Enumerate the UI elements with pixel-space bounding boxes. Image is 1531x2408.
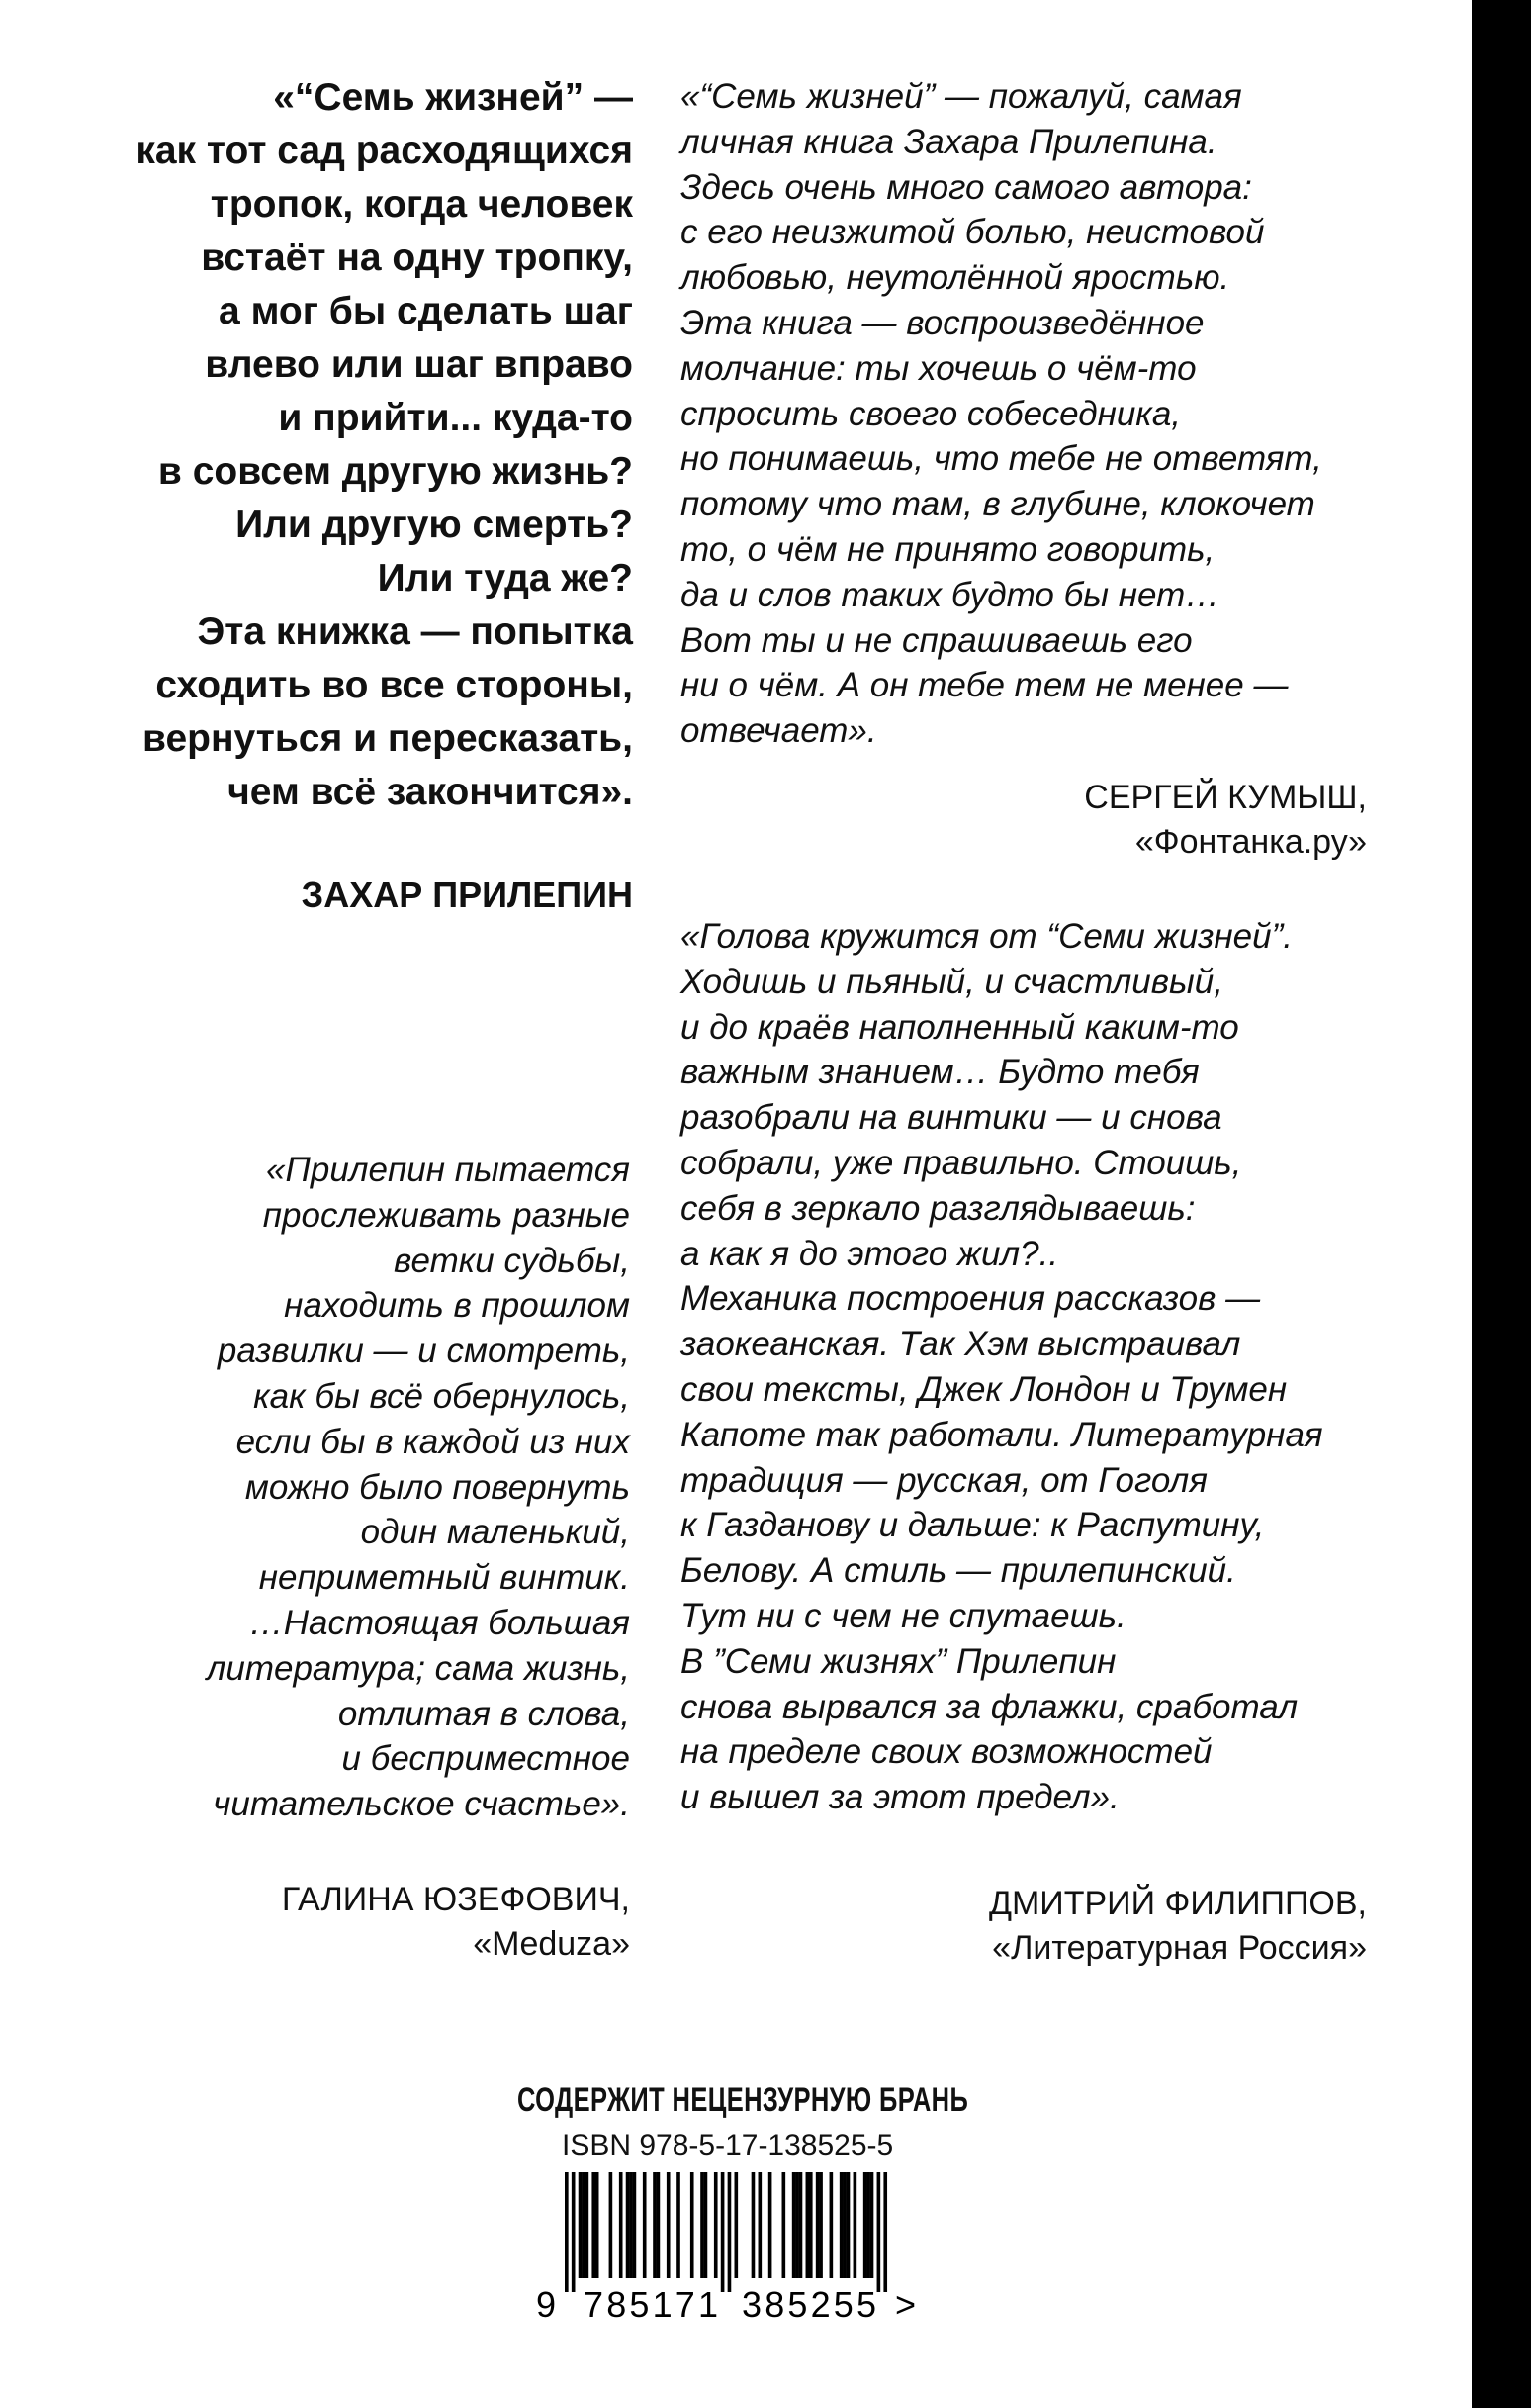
- content-warning: СОДЕРЖИТ НЕЦЕНЗУРНУЮ БРАНЬ: [517, 2082, 969, 2119]
- barcode-bar: [866, 2172, 870, 2278]
- text-line: В ”Семи жизнях” Прилепин: [680, 1641, 1117, 1681]
- text-line: потому что там, в глубине, клокочет: [680, 485, 1315, 524]
- text-line: молчание: ты хочешь о чём-то: [680, 348, 1197, 388]
- barcode-bar: [854, 2172, 857, 2278]
- text-line: отвечает».: [680, 711, 877, 751]
- barcode-bar: [840, 2172, 844, 2278]
- barcode-bar: [830, 2172, 834, 2278]
- barcode-bar: [792, 2172, 796, 2278]
- text-line: один маленький,: [360, 1513, 630, 1552]
- review-source: «Литературная Россия»: [992, 1929, 1367, 1967]
- text-line: Эта книга — воспроизведённое: [680, 303, 1205, 342]
- barcode-bar: [582, 2172, 585, 2278]
- book-spine-edge: [1472, 0, 1531, 2408]
- barcode-bar: [653, 2172, 657, 2278]
- barcode-first-digit: 9: [536, 2284, 557, 2325]
- barcode-bar: [591, 2172, 595, 2278]
- text-line: Белову. А стиль — прилепинский.: [680, 1551, 1236, 1591]
- text-line: Эта книжка — попытка: [197, 610, 633, 653]
- barcode-bar: [782, 2172, 786, 2278]
- text-line: как тот сад расходящихся: [135, 130, 633, 172]
- barcode-bar: [752, 2172, 756, 2278]
- review-yuzefovich-text: [207, 1148, 630, 1827]
- barcode-bar: [735, 2172, 739, 2278]
- text-line: «“Семь жизней” — пожалуй, самая: [680, 77, 1242, 116]
- text-line: в совсем другую жизнь?: [157, 450, 633, 493]
- review-filippov-credit: [989, 1882, 1367, 1971]
- barcode-bar: [843, 2172, 847, 2278]
- author-name: ЗАХАР ПРИЛЕПИН: [301, 875, 633, 915]
- barcode-bar: [667, 2172, 671, 2278]
- text-line: вернуться и пересказать,: [142, 717, 633, 760]
- text-line: Вот ты и не спрашиваешь его: [680, 620, 1193, 660]
- barcode-bar: [690, 2172, 694, 2278]
- barcode-bar: [643, 2172, 647, 2278]
- barcode-bar: [626, 2172, 630, 2278]
- text-line: можно было повернуть: [244, 1467, 630, 1507]
- review-kumysh-text: [680, 74, 1322, 754]
- review-source: «Meduza»: [473, 1925, 630, 1963]
- text-line: Капоте так работали. Литературная: [680, 1415, 1323, 1454]
- text-line: …Настоящая большая: [248, 1603, 630, 1642]
- barcode-bar: [883, 2172, 887, 2292]
- barcode-bar: [704, 2172, 708, 2278]
- text-line: важным знанием… Будто тебя: [680, 1053, 1200, 1092]
- barcode-bar: [877, 2172, 881, 2292]
- text-line: любовью, неутолённой яростью.: [680, 258, 1230, 298]
- barcode-bar: [819, 2172, 823, 2278]
- text-line: и бесприместное: [341, 1739, 630, 1779]
- text-line: если бы в каждой из них: [235, 1422, 630, 1461]
- text-line: литература; сама жизнь,: [206, 1648, 630, 1688]
- barcode-bar: [657, 2172, 661, 2278]
- text-line: неприметный винтик.: [258, 1558, 630, 1598]
- barcode: [524, 2167, 940, 2335]
- text-line: «Прилепин пытается: [266, 1151, 630, 1189]
- text-line: и до краёв наполненный каким-то: [680, 1007, 1239, 1047]
- barcode-bar: [565, 2172, 569, 2292]
- barcode-bar: [847, 2172, 851, 2278]
- barcode-bar: [795, 2172, 799, 2278]
- barcode-bar: [759, 2172, 763, 2278]
- isbn-label: ISBN 978-5-17-138525-5: [562, 2129, 894, 2162]
- barcode-bar: [816, 2172, 820, 2278]
- text-line: разобрали на винтики — и снова: [680, 1098, 1222, 1138]
- text-line: свои тексты, Джек Лондон и Трумен: [680, 1369, 1288, 1409]
- text-line: тропок, когда человек: [210, 183, 633, 226]
- text-line: да и слов таких будто бы нет…: [680, 575, 1220, 614]
- text-line: личная книга Захара Прилепина.: [680, 122, 1217, 161]
- barcode-bar: [579, 2172, 583, 2278]
- reviewer-name: ДМИТРИЙ ФИЛИППОВ,: [988, 1885, 1367, 1922]
- barcode-bar: [609, 2172, 613, 2278]
- barcode-bar: [629, 2172, 633, 2278]
- text-line: прослеживать разные: [262, 1195, 630, 1235]
- text-line: спросить своего собеседника,: [680, 394, 1182, 433]
- text-line: но понимаешь, что тебе не ответят,: [680, 439, 1322, 479]
- text-line: Тут ни с чем не спутаешь.: [680, 1596, 1126, 1635]
- text-line: и прийти... куда-то: [278, 397, 633, 439]
- barcode-bar: [870, 2172, 874, 2278]
- barcode-bar: [809, 2172, 813, 2278]
- reviewer-name: ГАЛИНА ЮЗЕФОВИЧ,: [281, 1881, 630, 1918]
- text-line: то, о чём не принято говорить,: [680, 529, 1216, 569]
- review-kumysh-credit: [1084, 776, 1367, 865]
- barcode-bar: [806, 2172, 810, 2278]
- text-line: собрали, уже правильно. Стоишь,: [680, 1143, 1242, 1182]
- text-line: Здесь очень много самого автора:: [680, 167, 1252, 207]
- text-line: читательское счастье».: [213, 1785, 630, 1824]
- text-line: Или туда же?: [377, 557, 633, 600]
- barcode-bar: [721, 2172, 725, 2292]
- text-line: влево или шаг вправо: [205, 343, 633, 386]
- text-line: с его неизжитой болью, неистовой: [680, 213, 1265, 252]
- text-line: на пределе своих возможностей: [680, 1732, 1213, 1772]
- text-line: сходить во все стороны,: [155, 664, 633, 706]
- barcode-bar: [799, 2172, 803, 2278]
- review-source: «Фонтанка.ру»: [1134, 823, 1367, 861]
- text-line: заокеанская. Так Хэм выстраивал: [680, 1325, 1241, 1364]
- barcode-bar: [619, 2172, 623, 2278]
- barcode-bar: [714, 2172, 718, 2278]
- text-line: Или другую смерть?: [235, 504, 633, 546]
- text-line: Ходишь и пьяный, и счастливый,: [680, 962, 1223, 1001]
- text-line: «“Семь жизней” —: [273, 76, 633, 119]
- text-line: как бы всё обернулось,: [253, 1376, 630, 1416]
- barcode-bar: [700, 2172, 704, 2278]
- barcode-bar: [585, 2172, 589, 2278]
- review-filippov-text: [680, 914, 1323, 1820]
- text-line: а мог бы сделать шаг: [219, 290, 633, 332]
- text-line: снова вырвался за флажки, сработал: [680, 1687, 1299, 1726]
- barcode-right-digits: 385255: [742, 2284, 876, 2325]
- barcode-bar: [768, 2172, 772, 2278]
- reviewer-name: СЕРГЕЙ КУМЫШ,: [1084, 779, 1367, 816]
- text-line: и вышел за этот предел».: [680, 1778, 1120, 1817]
- text-line: встаёт на одну тропку,: [201, 236, 633, 279]
- barcode-bar: [595, 2172, 599, 2278]
- text-line: себя в зеркало разглядываешь:: [680, 1188, 1196, 1228]
- text-line: развилки — и смотреть,: [217, 1332, 630, 1371]
- text-line: традиция — русская, от Гоголя: [680, 1460, 1208, 1500]
- text-line: к Газданову и дальше: к Распутину,: [680, 1506, 1265, 1545]
- barcode-left-digits: 785171: [584, 2284, 718, 2325]
- text-line: Механика построения рассказов —: [680, 1279, 1261, 1319]
- author-quote: [135, 71, 633, 819]
- text-line: находить в прошлом: [284, 1286, 630, 1326]
- barcode-bar: [863, 2172, 867, 2278]
- text-line: а как я до этого жил?..: [680, 1234, 1059, 1273]
- text-line: ветки судьбы,: [394, 1241, 630, 1280]
- review-yuzefovich-credit: [282, 1878, 630, 1967]
- barcode-bar: [572, 2172, 576, 2292]
- barcode-bar: [728, 2172, 732, 2292]
- barcode-quiet-mark: >: [895, 2284, 917, 2325]
- text-line: «Голова кружится от “Семи жизней”.: [680, 917, 1293, 956]
- barcode-bar: [676, 2172, 680, 2278]
- text-line: ни о чём. А он тебе тем не менее —: [680, 666, 1289, 705]
- barcode-bar: [633, 2172, 637, 2278]
- text-line: чем всё закончится».: [227, 771, 633, 813]
- text-line: отлитая в слова,: [337, 1694, 630, 1733]
